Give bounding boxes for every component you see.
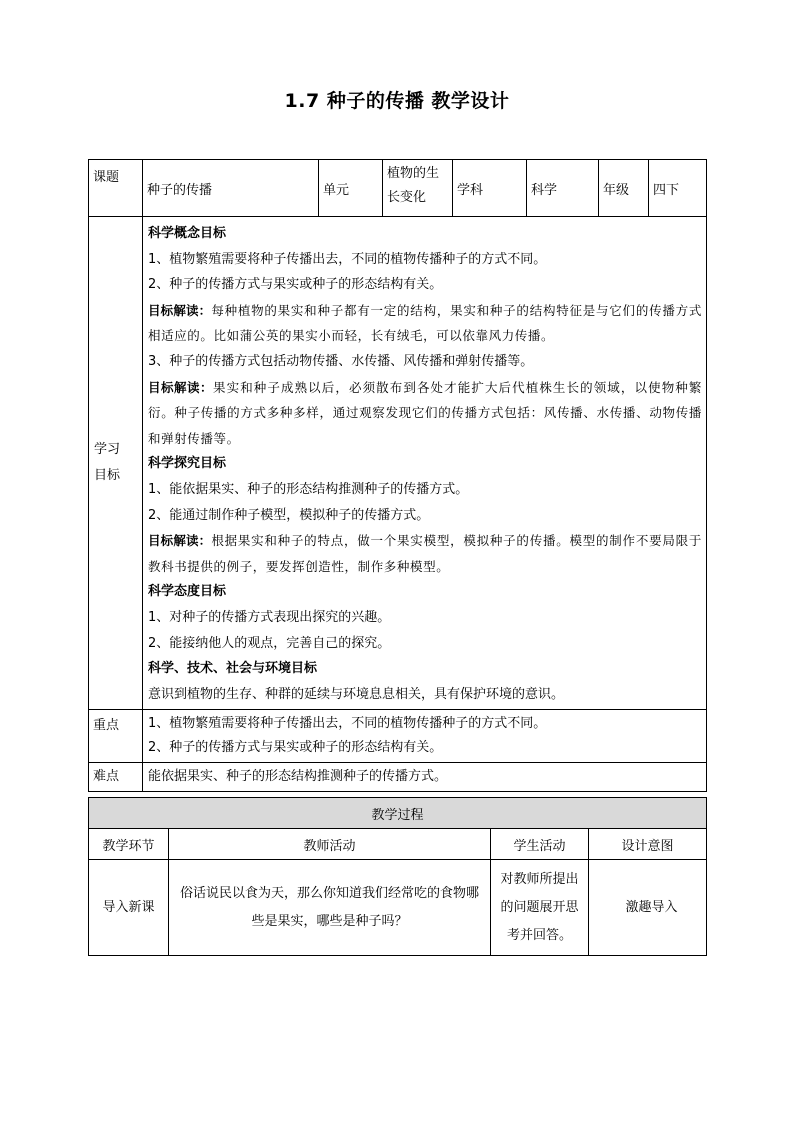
process-table bbox=[88, 797, 707, 956]
difficulty-label: 难点 bbox=[89, 763, 143, 792]
column-header: 学生活动 bbox=[491, 829, 589, 860]
key-points-label: 重点 bbox=[89, 710, 143, 763]
goals-label-text: 学习目标 bbox=[94, 442, 121, 484]
attitude-item: 1、对种子的传播方式表现出探究的兴趣。 bbox=[148, 609, 391, 625]
interpretation bbox=[148, 375, 702, 452]
topic-label: 课题 bbox=[89, 160, 143, 217]
goals-content bbox=[143, 217, 707, 710]
key-point-item: 1、植物繁殖需要将种子传播出去，不同的植物传播种子的方式不同。 bbox=[148, 716, 547, 732]
interpretation bbox=[148, 298, 702, 349]
interpretation-text: 果实和种子成熟以后，必须散布到各处才能扩大后代植株生长的领域，以使物种繁衍。种子传播的方式多种多样，通过观察发现它们的传播方式包括：风传播、水传播、动物传播和弹射传播等。 bbox=[148, 379, 702, 446]
topic-value: 种子的传播 bbox=[143, 160, 319, 217]
interpretation-label: 目标解读： bbox=[148, 379, 213, 395]
page-title: 1.7 种子的传播 教学设计 bbox=[284, 90, 510, 112]
interpretation-label: 目标解读： bbox=[148, 533, 212, 549]
subject-label: 学科 bbox=[453, 160, 527, 217]
concept-item: 1、植物繁殖需要将种子传播出去，不同的植物传播种子的方式不同。 bbox=[148, 251, 547, 267]
interpretation-label: 目标解读： bbox=[148, 302, 212, 318]
interpretation-text: 根据果实和种子的特点，做一个果实模型，模拟种子的传播。模型的制作不要局限于教科书提供的例子，要发挥创造性，制作多种模型。 bbox=[148, 533, 702, 574]
column-header: 教学环节 bbox=[89, 829, 169, 860]
goals-label bbox=[89, 217, 143, 710]
unit-value: 植物的生长变化 bbox=[383, 160, 453, 217]
interpretation bbox=[148, 528, 702, 579]
column-header: 教师活动 bbox=[169, 829, 491, 860]
concept-item: 3、种子的传播方式包括动物传播、水传播、风传播和弹射传播等。 bbox=[148, 353, 534, 369]
attitude-heading: 科学态度目标 bbox=[148, 584, 227, 600]
inquiry-heading: 科学探究目标 bbox=[148, 456, 227, 472]
sts-heading: 科学、技术、社会与环境目标 bbox=[148, 661, 318, 677]
interpretation-text: 每种植物的果实和种子都有一定的结构，果实和种子的结构特征是与它们的传播方式相适应的。比如蒲公英的果实小而轻，长有绒毛，可以依靠风力传播。 bbox=[148, 302, 702, 344]
key-point-item: 2、种子的传播方式与果实或种子的形态结构有关。 bbox=[148, 740, 443, 756]
concept-heading: 科学概念目标 bbox=[148, 226, 227, 241]
difficulty-content: 能依据果实、种子的形态结构推测种子的传播方式。 bbox=[143, 763, 707, 792]
attitude-item: 2、能接纳他人的观点，完善自己的探究。 bbox=[148, 635, 391, 651]
concept-item: 2、种子的传播方式与果实或种子的形态结构有关。 bbox=[148, 277, 443, 293]
stage-cell: 导入新课 bbox=[89, 860, 169, 956]
grade-label: 年级 bbox=[599, 160, 649, 217]
teacher-activity-cell: 俗话说民以食为天，那么你知道我们经常吃的食物哪些是果实，哪些是种子吗？ bbox=[169, 860, 491, 956]
design-intent-cell: 激趣导入 bbox=[589, 860, 707, 956]
grade-value: 四下 bbox=[649, 160, 707, 217]
inquiry-item: 2、能通过制作种子模型，模拟种子的传播方式。 bbox=[148, 507, 430, 523]
subject-value: 科学 bbox=[527, 160, 599, 217]
table-row bbox=[89, 860, 707, 956]
inquiry-item: 1、能依据果实、种子的形态结构推测种子的传播方式。 bbox=[148, 481, 469, 497]
process-heading: 教学过程 bbox=[89, 798, 707, 829]
lesson-info-table bbox=[88, 159, 707, 792]
unit-label: 单元 bbox=[319, 160, 383, 217]
student-activity-cell: 对教师所提出的问题展开思考并回答。 bbox=[491, 860, 589, 956]
key-points-content bbox=[143, 710, 707, 763]
sts-item: 意识到植物的生存、种群的延续与环境息息相关，具有保护环境的意识。 bbox=[148, 686, 565, 702]
column-header: 设计意图 bbox=[589, 829, 707, 860]
